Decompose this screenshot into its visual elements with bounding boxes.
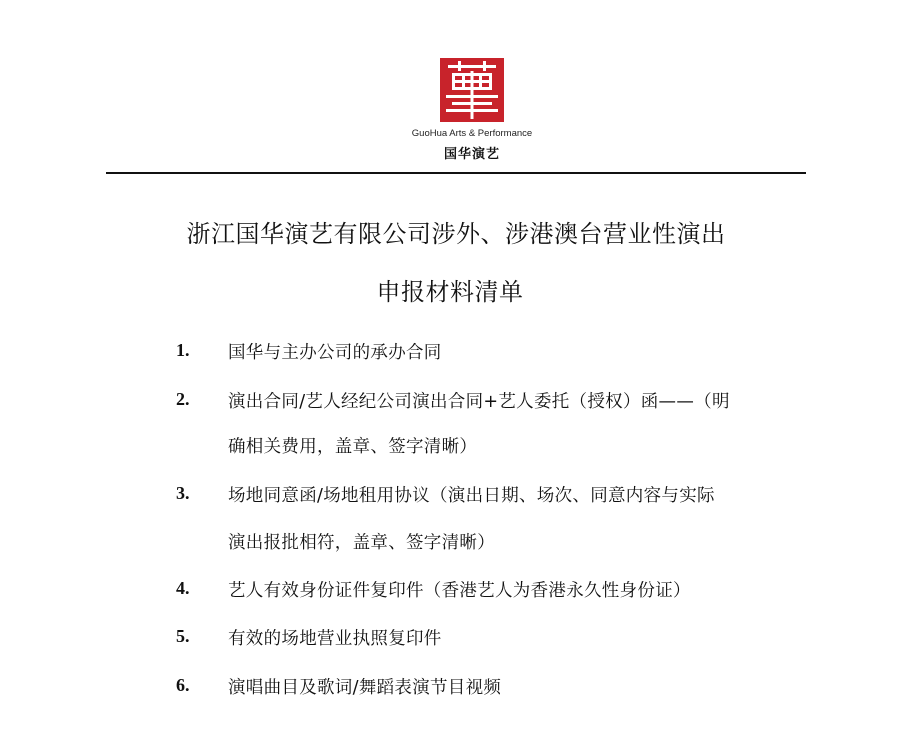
list-item-text: 演出合同/艺人经纪公司演出合同+艺人委托（授权）函——（明 <box>228 392 730 412</box>
hua-character-emblem-icon <box>440 58 504 122</box>
list-item-number: 4. <box>176 578 190 598</box>
list-item-text: 场地同意函/场地租用协议（演出日期、场次、同意内容与实际 <box>228 486 715 506</box>
logo-name-en: GuoHua Arts & Performance <box>411 128 533 139</box>
list-item-number: 2. <box>176 389 190 409</box>
header-divider <box>106 172 806 174</box>
list-item-number: 3. <box>176 483 190 503</box>
document-title-line-2: 申报材料清单 <box>376 278 524 306</box>
list-item-number: 5. <box>176 626 190 646</box>
list-item-text: 国华与主办公司的承办合同 <box>228 343 442 363</box>
list-item-text: 艺人有效身份证件复印件（香港艺人为香港永久性身份证） <box>228 581 691 601</box>
list-item-text-continued: 演出报批相符，盖章、签字清晰） <box>228 533 495 553</box>
list-item-text-continued: 确相关费用，盖章、签字清晰） <box>228 437 478 457</box>
company-logo <box>408 58 536 166</box>
document-title-line-1: 浙江国华演艺有限公司涉外、涉港澳台营业性演出 <box>186 220 726 248</box>
list-item-text: 演唱曲目及歌词/舞蹈表演节目视频 <box>228 678 502 698</box>
list-item-number: 6. <box>176 675 190 695</box>
list-item-text: 有效的场地营业执照复印件 <box>228 629 442 649</box>
list-item-number: 1. <box>176 340 190 360</box>
logo-name-cn: 国华演艺 <box>443 147 500 162</box>
